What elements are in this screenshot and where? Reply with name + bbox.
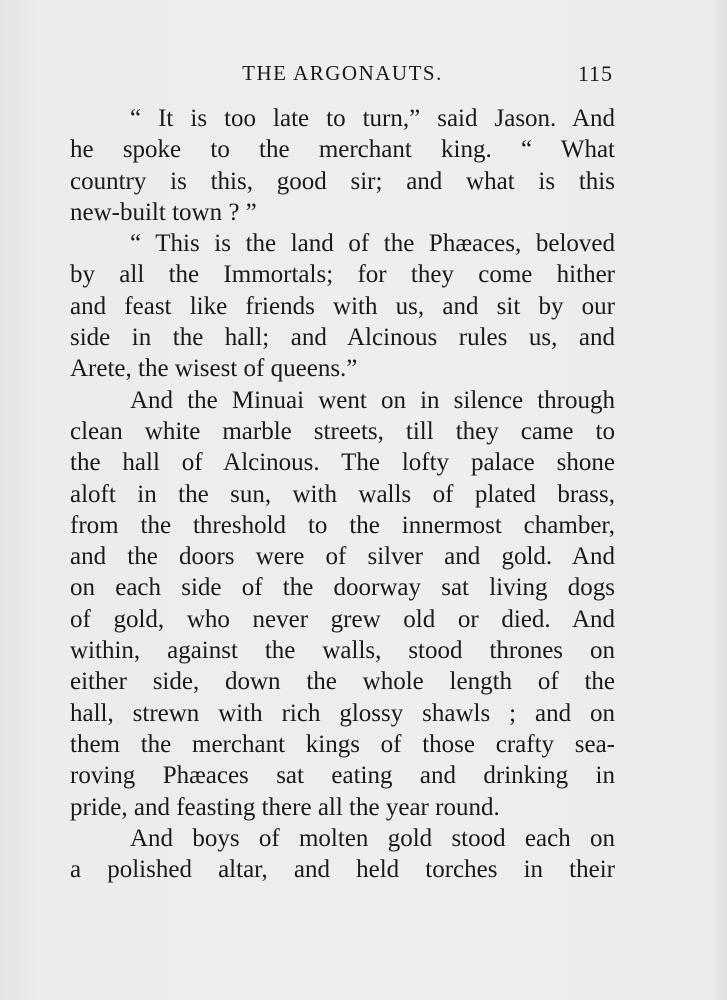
text-line: he spoke to the merchant king. “ What — [70, 136, 615, 164]
body-text — [70, 103, 615, 885]
running-title: THE ARGONAUTS. — [242, 61, 443, 85]
text-line: “ It is too late to turn,” said Jason. And — [130, 105, 615, 132]
text-line: either side, down the whole length of the — [70, 668, 615, 696]
text-line: aloft in the sun, with walls of plated brass, — [70, 480, 615, 508]
text-line: from the threshold to the innermost chamber, — [70, 511, 615, 539]
text-line: roving Phæaces sat eating and drinking in — [70, 762, 615, 790]
text-line: of gold, who never grew old or died. And — [70, 605, 615, 633]
text-line: by all the Immortals; for they come hither — [70, 261, 615, 289]
text-line: them the merchant kings of those crafty sea- — [70, 730, 615, 758]
text-line: the hall of Alcinous. The lofty palace shone — [70, 449, 615, 477]
text-line: within, against the walls, stood thrones on — [70, 637, 615, 665]
text-line: a polished altar, and held torches in their — [70, 856, 615, 884]
text-line: And the Minuai went on in silence through — [130, 386, 615, 414]
text-line: “ This is the land of the Phæaces, beloved — [130, 230, 615, 258]
text-line: and feast like friends with us, and sit by our — [70, 292, 615, 320]
text-line: Arete, the wisest of queens.” — [70, 355, 358, 383]
text-line: and the doors were of silver and gold. And — [70, 543, 615, 571]
text-line: on each side of the doorway sat living dogs — [70, 574, 615, 602]
text-line: new-built town ? ” — [70, 198, 257, 226]
text-line: And boys of molten gold stood each on — [130, 824, 615, 852]
text-line: clean white marble streets, till they came to — [70, 417, 615, 445]
page-number: 115 — [577, 61, 613, 86]
text-line: country is this, good sir; and what is this — [70, 167, 615, 195]
text-line: side in the hall; and Alcinous rules us, and — [70, 324, 615, 352]
running-head — [70, 55, 615, 89]
page-edge-shadow — [713, 0, 727, 1000]
text-line: pride, and feasting there all the year round. — [70, 793, 500, 821]
text-line: hall, strewn with rich glossy shawls ; and on — [70, 699, 615, 727]
